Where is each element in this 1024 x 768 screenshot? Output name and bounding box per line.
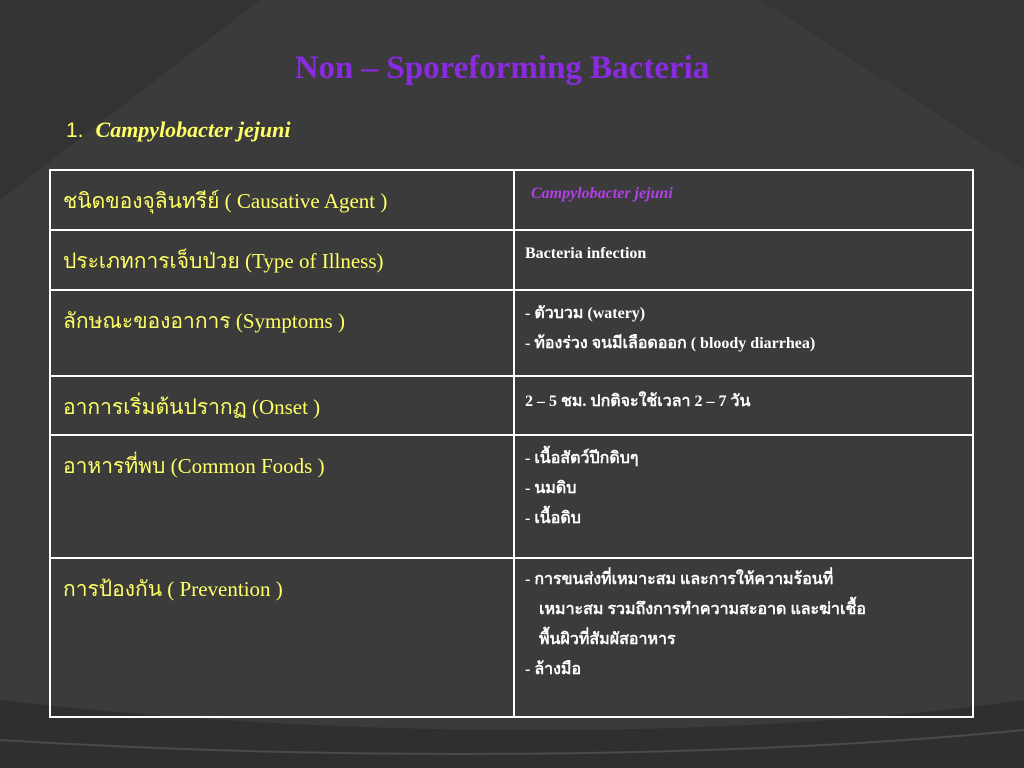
value-line: - การขนส่งที่เหมาะสม และการให้ความร้อนที่ [525, 571, 834, 588]
row-label: การป้องกัน ( Prevention ) [50, 558, 514, 717]
table-row [50, 558, 973, 717]
table-row [50, 290, 973, 376]
row-label: ลักษณะของอาการ (Symptoms ) [50, 290, 514, 376]
row-value [514, 290, 973, 376]
table-row [50, 435, 973, 558]
table-row [50, 376, 973, 435]
row-value [514, 230, 973, 290]
table-row [50, 170, 973, 230]
value-line: - ท้องร่วง จนมีเลือดออก ( bloody diarrhea) [525, 335, 816, 352]
value-line: พื้นผิวที่สัมผัสอาหาร [539, 631, 676, 648]
value-line: 2 – 5 ชม. ปกติจะใช้เวลา 2 – 7 วัน [525, 393, 751, 410]
row-label: ประเภทการเจ็บป่วย (Type of Illness) [50, 230, 514, 290]
slide-title: Non – Sporeforming Bacteria [294, 50, 710, 86]
info-table [49, 169, 974, 718]
row-label: ชนิดของจุลินทรีย์ ( Causative Agent ) [50, 170, 514, 230]
value-line: - ตัวบวม (watery) [525, 305, 646, 322]
value-line: Campylobacter jejuni [531, 185, 673, 202]
row-label: อาการเริ่มต้นปรากฏ (Onset ) [50, 376, 514, 435]
item-name: Campylobacter jejuni [95, 117, 291, 142]
row-value [514, 435, 973, 558]
value-line: - เนื้อสัตว์ปีกดิบๆ [525, 450, 639, 467]
item-number: 1. [66, 119, 84, 142]
slide-subtitle [66, 117, 290, 143]
value-line: เหมาะสม รวมถึงการทำความสะอาด และฆ่าเชื้อ [539, 601, 866, 618]
row-value [514, 376, 973, 435]
value-line: - นมดิบ [525, 480, 577, 497]
row-value [514, 170, 973, 230]
value-line: Bacteria infection [525, 245, 647, 262]
row-value [514, 558, 973, 717]
table-row [50, 230, 973, 290]
value-line: - ล้างมือ [525, 661, 582, 678]
row-label: อาหารที่พบ (Common Foods ) [50, 435, 514, 558]
value-line: - เนื้อดิบ [525, 510, 581, 527]
